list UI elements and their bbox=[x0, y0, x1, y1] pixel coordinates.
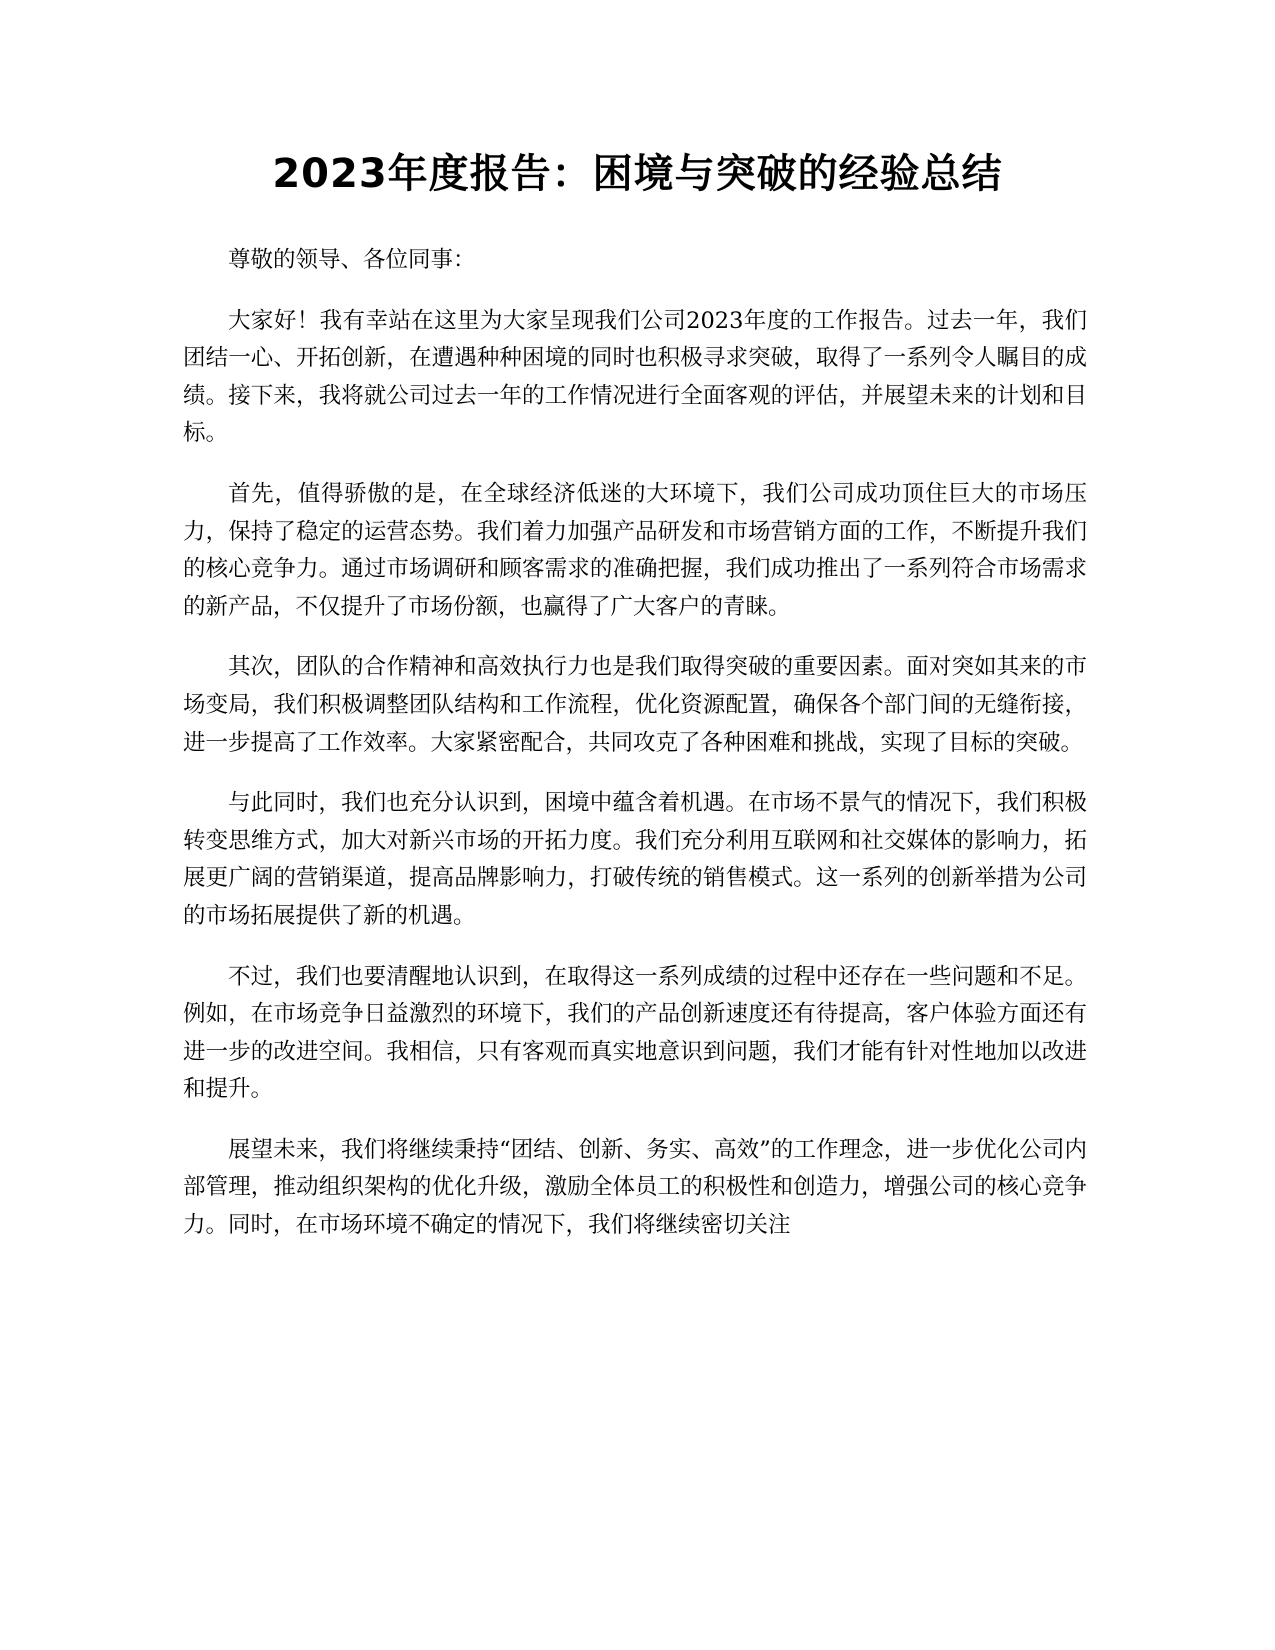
document-title: 2023年度报告：困境与突破的经验总结 bbox=[272, 151, 1003, 197]
salutation-paragraph: 尊敬的领导、各位同事： bbox=[228, 247, 476, 273]
document-body bbox=[183, 242, 1087, 1268]
body-paragraph: 不过，我们也要清醒地认识到，在取得这一系列成绩的过程中还存在一些问题和不足。例如，在市场竞争日益激烈的环境下，我们的产品创新速度还有待提高，客户体验方面还有进一步的改进空间。我相信，只有客观而真实地意识到问题，我们才能有针对性地加以改进和提升。 bbox=[183, 963, 1087, 1103]
body-paragraph: 与此同时，我们也充分认识到，困境中蕴含着机遇。在市场不景气的情况下，我们积极转变思维方式，加大对新兴市场的开拓力度。我们充分利用互联网和社交媒体的影响力，拓展更广阔的营销渠道，提高品牌影响力，打破传统的销售模式。这一系列的创新举措为公司的市场拓展提供了新的机遇。 bbox=[183, 790, 1087, 929]
body-paragraph: 首先，值得骄傲的是，在全球经济低迷的大环境下，我们公司成功顶住巨大的市场压力，保持了稳定的运营态势。我们着力加强产品研发和市场营销方面的工作，不断提升我们的核心竞争力。通过市场调研和顾客需求的准确把握，我们成功推出了一系列符合市场需求的新产品，不仅提升了市场份额，也赢得了广大客户的青睐。 bbox=[183, 480, 1087, 620]
body-paragraph: 大家好！我有幸站在这里为大家呈现我们公司2023年度的工作报告。过去一年，我们团结一心、开拓创新，在遭遇种种困境的同时也积极寻求突破，取得了一系列令人瞩目的成绩。接下来，我将就公司过去一年的工作情况进行全面客观的评估，并展望未来的计划和目标。 bbox=[183, 307, 1087, 447]
body-paragraph: 展望未来，我们将继续秉持“团结、创新、务实、高效”的工作理念，进一步优化公司内部管理，推动组织架构的优化升级，激励全体员工的积极性和创造力，增强公司的核心竞争力。同时，在市场环境不确定的情况下，我们将继续密切关注 bbox=[183, 1136, 1087, 1239]
body-paragraph: 其次，团队的合作精神和高效执行力也是我们取得突破的重要因素。面对突如其来的市场变局，我们积极调整团队结构和工作流程，优化资源配置，确保各个部门间的无缝衔接，进一步提高了工作效率。大家紧密配合，共同攻克了各种困难和挑战，实现了目标的突破。 bbox=[183, 654, 1087, 756]
